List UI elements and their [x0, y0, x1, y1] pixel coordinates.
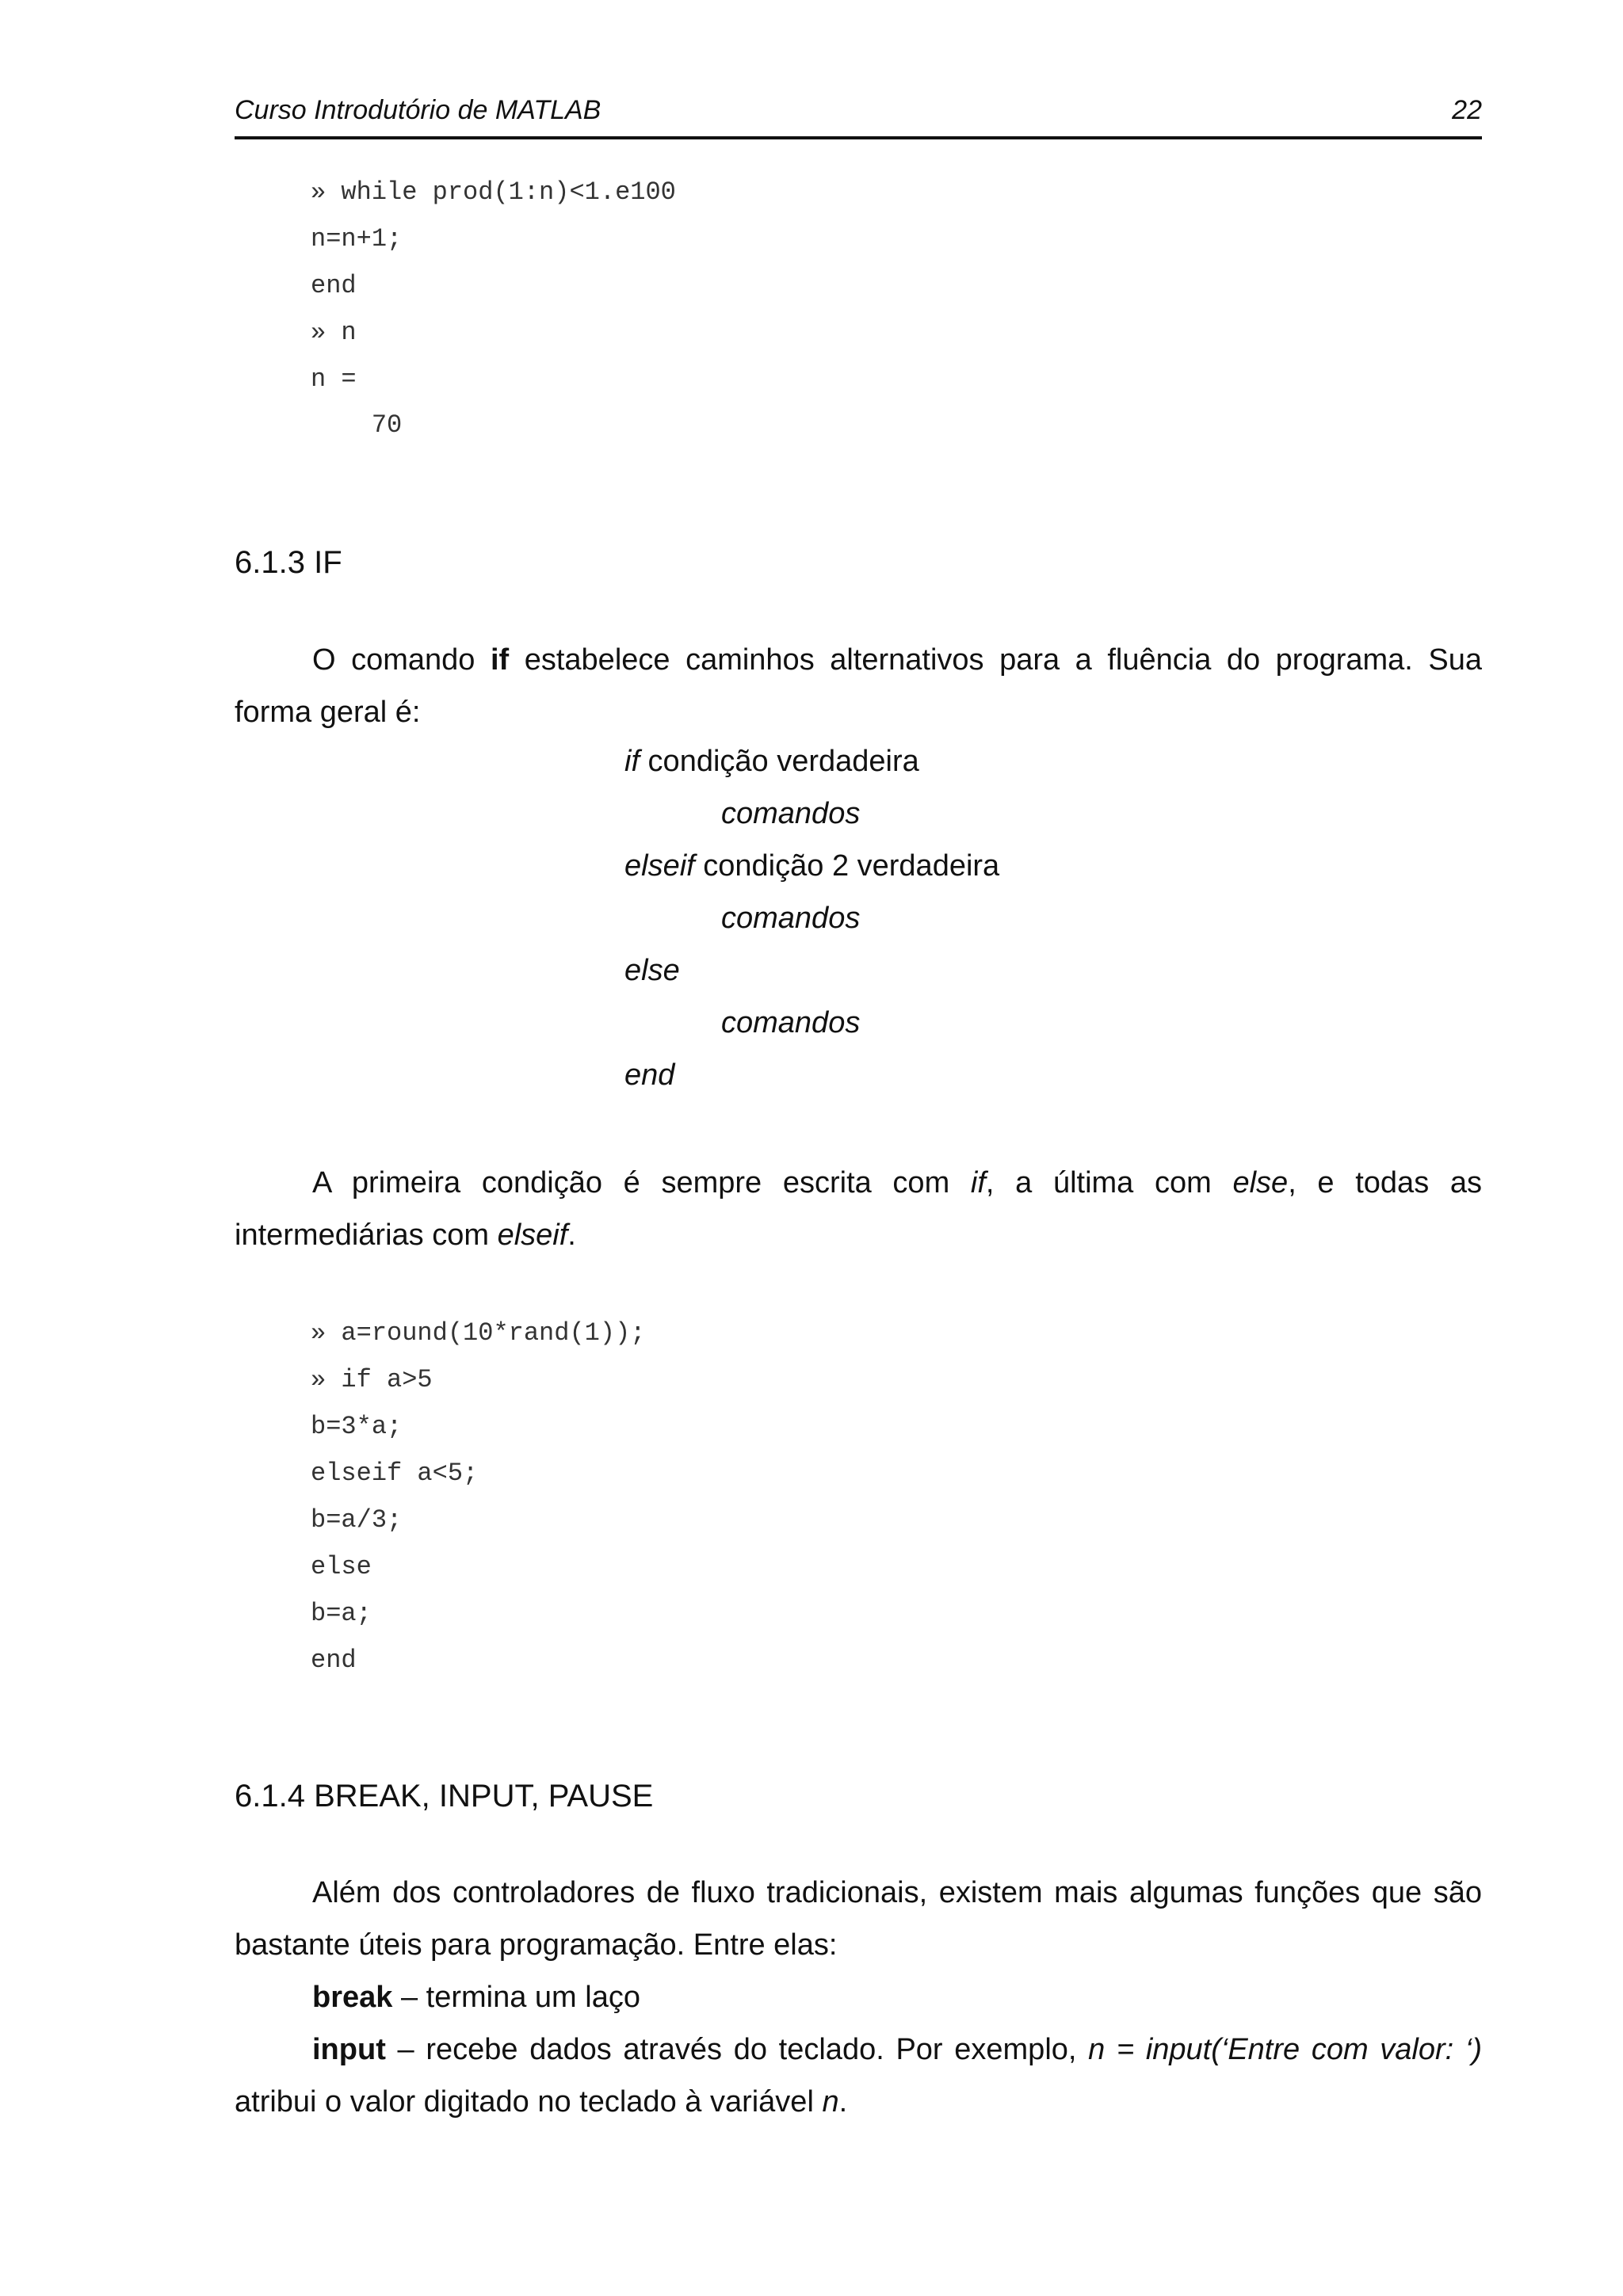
code-line: n =	[311, 364, 357, 394]
syntax-line: if condição verdadeira	[624, 745, 919, 778]
syntax-line: end	[624, 1058, 675, 1092]
code-line: » while prod(1:n)<1.e100	[311, 177, 676, 207]
code-line: end	[311, 1646, 357, 1675]
paragraph-line: forma geral é:	[235, 696, 421, 729]
paragraph-line-input: input – recebe dados através do teclado. Por exemplo, n = input(‘Entre com valor: ‘)	[312, 2033, 1482, 2066]
code-line: 70	[311, 410, 403, 440]
syntax-line: elseif condição 2 verdadeira	[624, 849, 1000, 883]
syntax-line: comandos	[721, 1006, 861, 1039]
page-header	[235, 95, 1482, 139]
syntax-line: else	[624, 954, 680, 987]
paragraph-line: O comando if estabelece caminhos alternativos para a fluência do programa. Sua	[312, 643, 1483, 677]
code-line: b=3*a;	[311, 1412, 403, 1441]
code-line: » a=round(10*rand(1));	[311, 1318, 646, 1348]
section-heading-if: 6.1.3 IF	[235, 545, 342, 580]
paragraph-line: intermediárias com elseif.	[235, 1219, 576, 1252]
code-line: b=a/3;	[311, 1505, 403, 1535]
paragraph-line-break: break – termina um laço	[312, 1981, 640, 2014]
page-number: 22	[1452, 95, 1482, 125]
syntax-line: comandos	[721, 902, 861, 935]
code-line: n=n+1;	[311, 224, 403, 254]
syntax-line: comandos	[721, 797, 861, 830]
code-line: elseif a<5;	[311, 1459, 479, 1488]
paragraph-break-intro	[235, 1867, 1482, 2128]
paragraph-if-intro	[235, 634, 1482, 738]
header-title: Curso Introdutório de MATLAB	[235, 95, 601, 125]
code-line: b=a;	[311, 1599, 372, 1628]
paragraph-line: bastante úteis para programação. Entre elas:	[235, 1928, 838, 1962]
paragraph-line: A primeira condição é sempre escrita com if, a última com else, e todas as	[312, 1166, 1482, 1199]
paragraph-line: atribui o valor digitado no teclado à variável n.	[235, 2085, 848, 2119]
code-line: end	[311, 271, 357, 300]
paragraph-if-description	[235, 1157, 1482, 1261]
code-line: » n	[311, 318, 357, 347]
code-line: » if a>5	[311, 1365, 433, 1394]
paragraph-line: Além dos controladores de fluxo tradicionais, existem mais algumas funções que são	[312, 1876, 1482, 1909]
code-line: else	[311, 1552, 372, 1581]
section-heading-break: 6.1.4 BREAK, INPUT, PAUSE	[235, 1779, 654, 1814]
